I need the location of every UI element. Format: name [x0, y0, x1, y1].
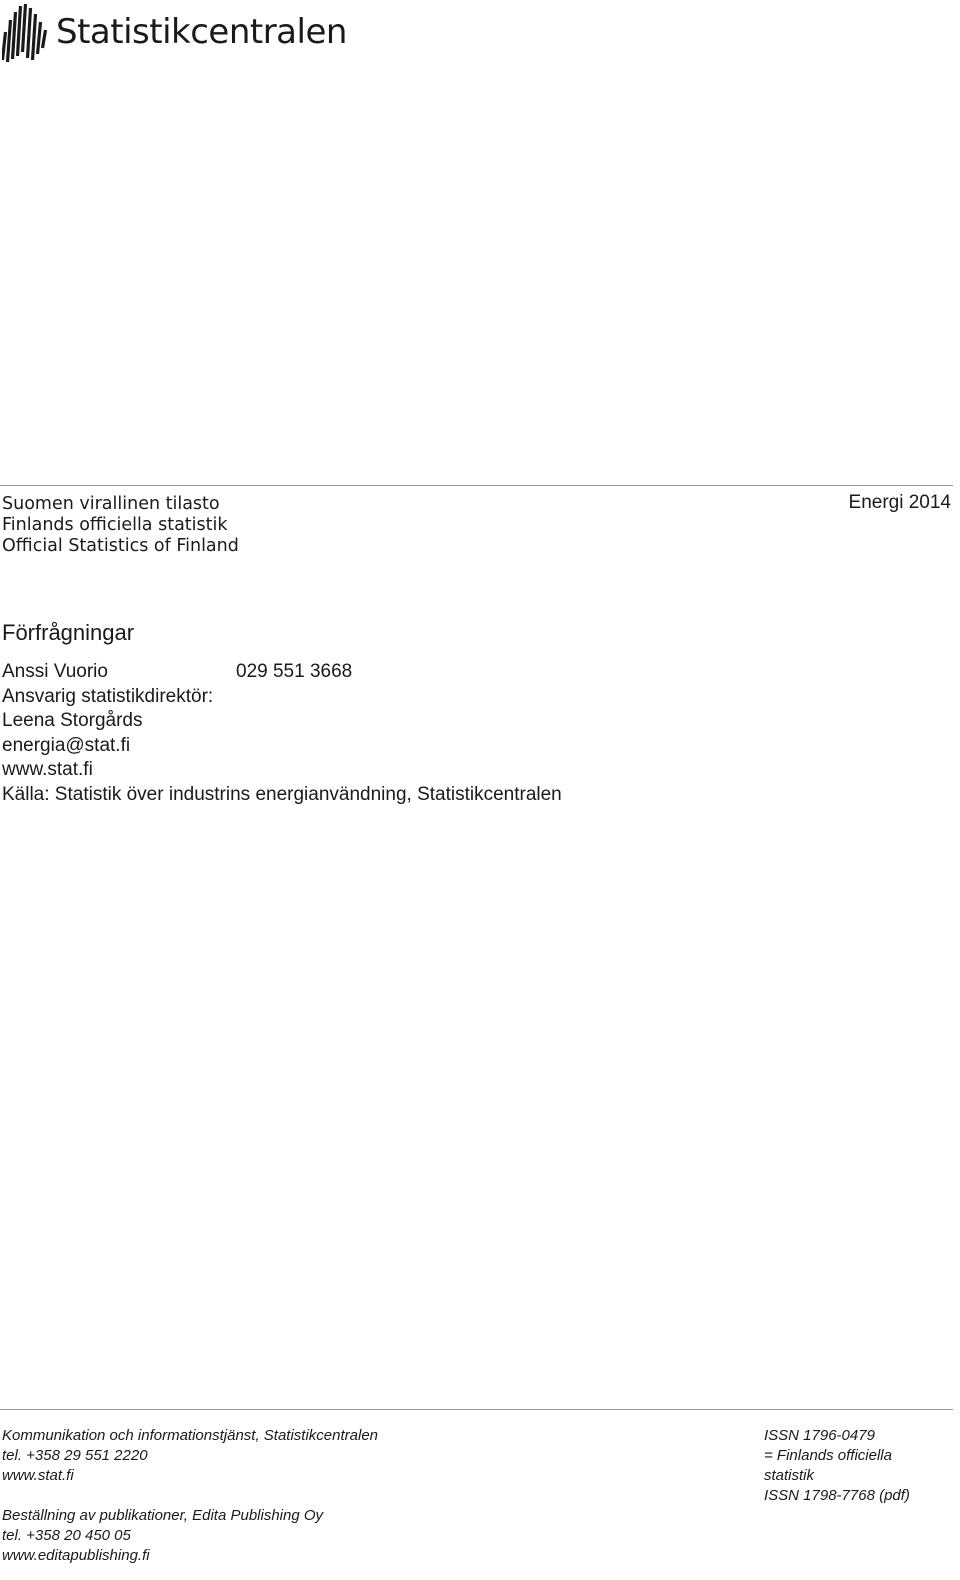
logo-stroke	[18, 6, 21, 56]
footer-issn	[764, 1426, 910, 1506]
logo-stroke	[8, 20, 11, 62]
logo	[2, 2, 347, 62]
issn-pdf: ISSN 1798-7768 (pdf)	[764, 1487, 910, 1504]
footer-spacer	[2, 1486, 378, 1506]
issn-note-1: = Finlands officiella	[764, 1447, 892, 1464]
issn-note-2: statistik	[764, 1467, 815, 1484]
logo-stroke	[13, 12, 16, 59]
statistics-finland-logo-icon	[2, 2, 48, 62]
top-rule	[0, 485, 953, 486]
publication-title: Energi 2014	[848, 492, 951, 513]
logo-stroke	[38, 22, 41, 54]
footer-orders: Beställning av publikationer, Edita Publishing Oy	[2, 1507, 324, 1524]
footer-service-web[interactable]: www.stat.fi	[2, 1467, 74, 1484]
logo-stroke	[33, 14, 36, 60]
logo-stroke	[43, 30, 46, 48]
website-link[interactable]: www.stat.fi	[2, 759, 93, 781]
logo-stroke	[23, 4, 26, 52]
footer-rule	[0, 1409, 953, 1410]
source-line: Källa: Statistik över industrins energianvändning, Statistikcentralen	[2, 783, 562, 805]
contact-row	[2, 660, 562, 685]
series-line-sv: Finlands officiella statistik	[2, 515, 228, 535]
footer-service: Kommunikation och informationstjänst, Statistikcentralen	[2, 1427, 379, 1444]
series-line-en: Official Statistics of Finland	[2, 536, 239, 556]
contact-name: Anssi Vuorio	[2, 661, 108, 682]
inquiries-section	[2, 620, 562, 808]
issn-number: ISSN 1796-0479	[764, 1427, 875, 1444]
director-name: Leena Storgårds	[2, 710, 143, 732]
logo-stroke	[3, 32, 6, 60]
series-line-fi: Suomen virallinen tilasto	[2, 494, 220, 514]
logo-wordmark: Statistikcentralen	[56, 12, 347, 52]
director-label: Ansvarig statistikdirektör:	[2, 685, 214, 707]
footer-orders-web[interactable]: www.editapublishing.fi	[2, 1547, 150, 1564]
official-statistics-series	[2, 494, 239, 557]
inquiries-heading: Förfrågningar	[2, 620, 135, 645]
logo-stroke	[28, 8, 31, 58]
contact-email[interactable]: energia@stat.fi	[2, 734, 131, 756]
contact-phone: 029 551 3668	[236, 661, 353, 682]
footer-orders-phone: tel. +358 20 450 05	[2, 1527, 131, 1544]
footer-contacts	[2, 1426, 378, 1566]
footer-service-phone: tel. +358 29 551 2220	[2, 1447, 148, 1464]
